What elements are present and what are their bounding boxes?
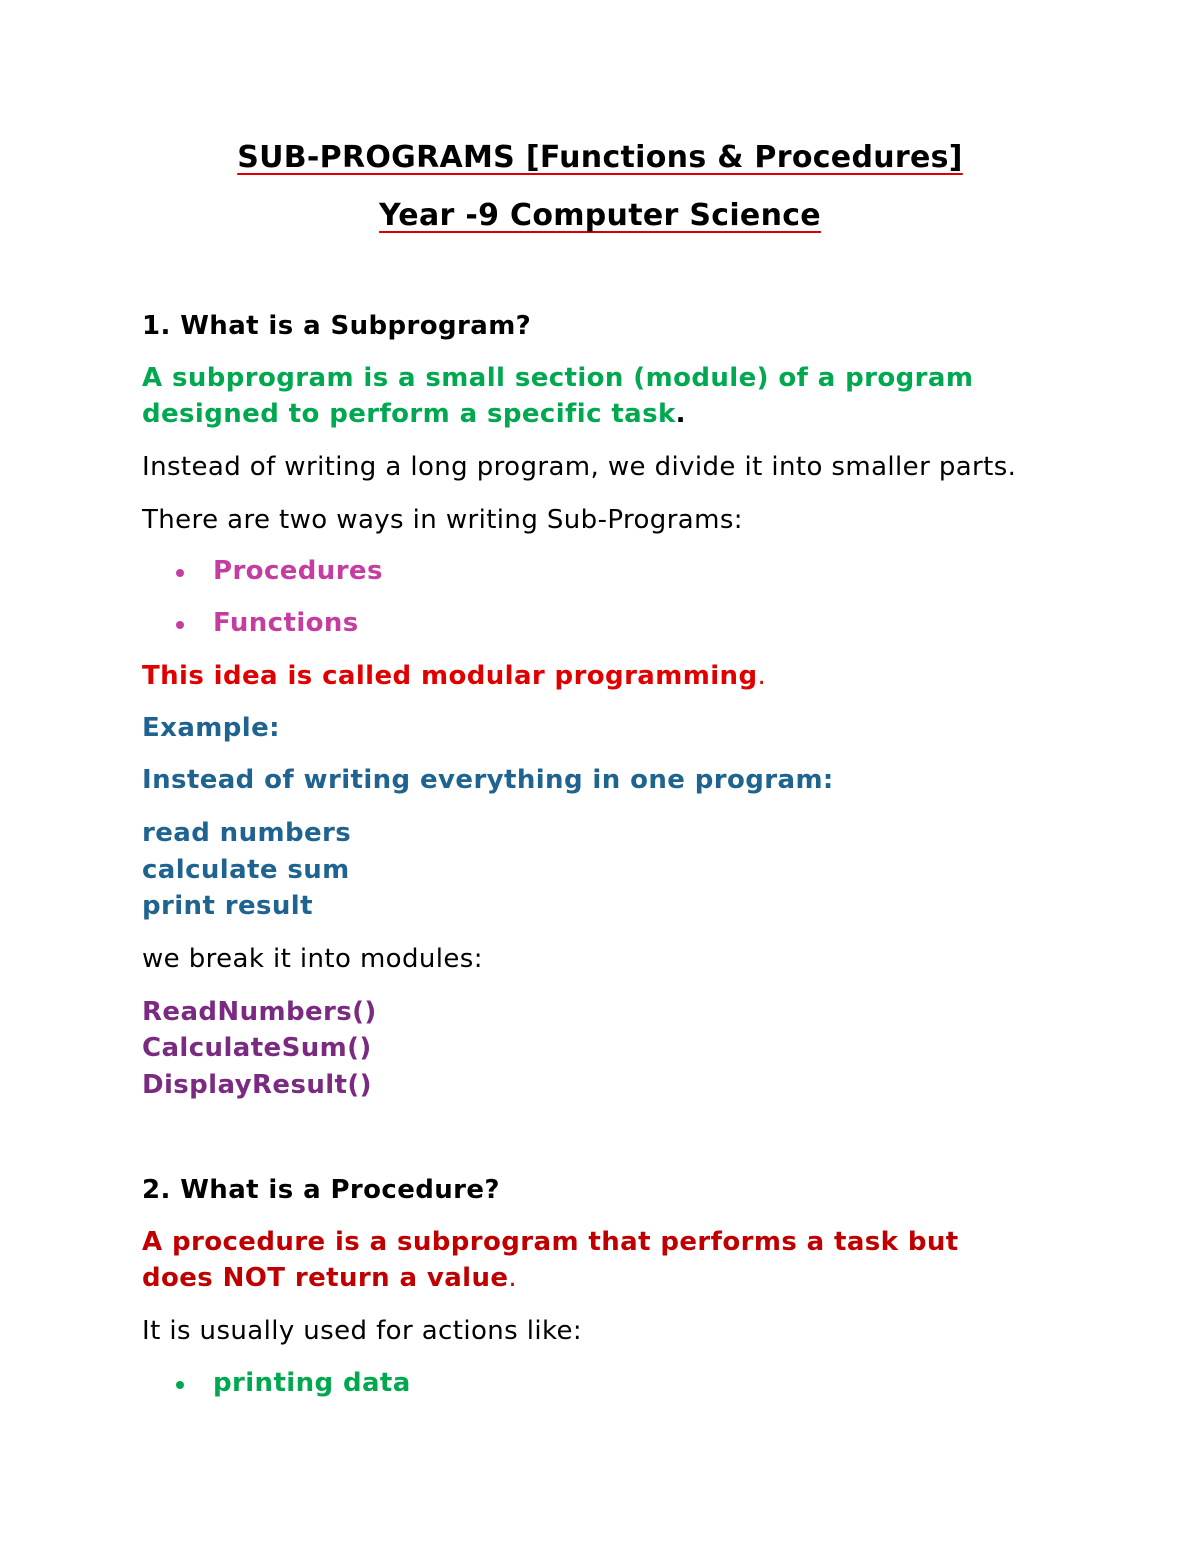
subprogram-definition-line-1: A subprogram is a small section (module) of a program [142,363,974,393]
module-calculate-sum: CalculateSum() [142,1033,372,1063]
page-title: SUB-PROGRAMS [Functions & Procedures] [237,140,963,175]
subprogram-paragraph-1: Instead of writing a long program, we divide it into smaller parts. [142,452,1017,482]
module-read-numbers: ReadNumbers() [142,997,377,1027]
bullet-icon [176,569,184,577]
example-step-calculate: calculate sum [142,855,350,885]
break-into-modules-text: we break it into modules: [142,944,483,974]
example-label: Example: [142,713,280,743]
example-step-print: print result [142,891,313,921]
list-item-procedures: Procedures [213,556,383,586]
module-display-result: DisplayResult() [142,1070,372,1100]
modular-programming-note: This idea is called modular programming. [142,661,767,691]
section-2-heading: 2. What is a Procedure? [142,1175,500,1205]
example-intro: Instead of writing everything in one program: [142,765,834,795]
bullet-icon [176,1381,184,1389]
example-step-read: read numbers [142,818,352,848]
subprogram-definition-line-2: designed to perform a specific task. [142,399,686,429]
procedure-definition-line-1: A procedure is a subprogram that performs a task but [142,1227,959,1257]
section-1-heading: 1. What is a Subprogram? [142,311,532,341]
page-subtitle: Year -9 Computer Science [379,198,821,233]
procedure-paragraph: It is usually used for actions like: [142,1316,583,1346]
list-item-printing-data: printing data [213,1368,411,1398]
procedure-definition-line-2: does NOT return a value. [142,1263,518,1293]
list-item-functions: Functions [213,608,359,638]
bullet-icon [176,621,184,629]
subprogram-paragraph-2: There are two ways in writing Sub-Programs: [142,505,743,535]
